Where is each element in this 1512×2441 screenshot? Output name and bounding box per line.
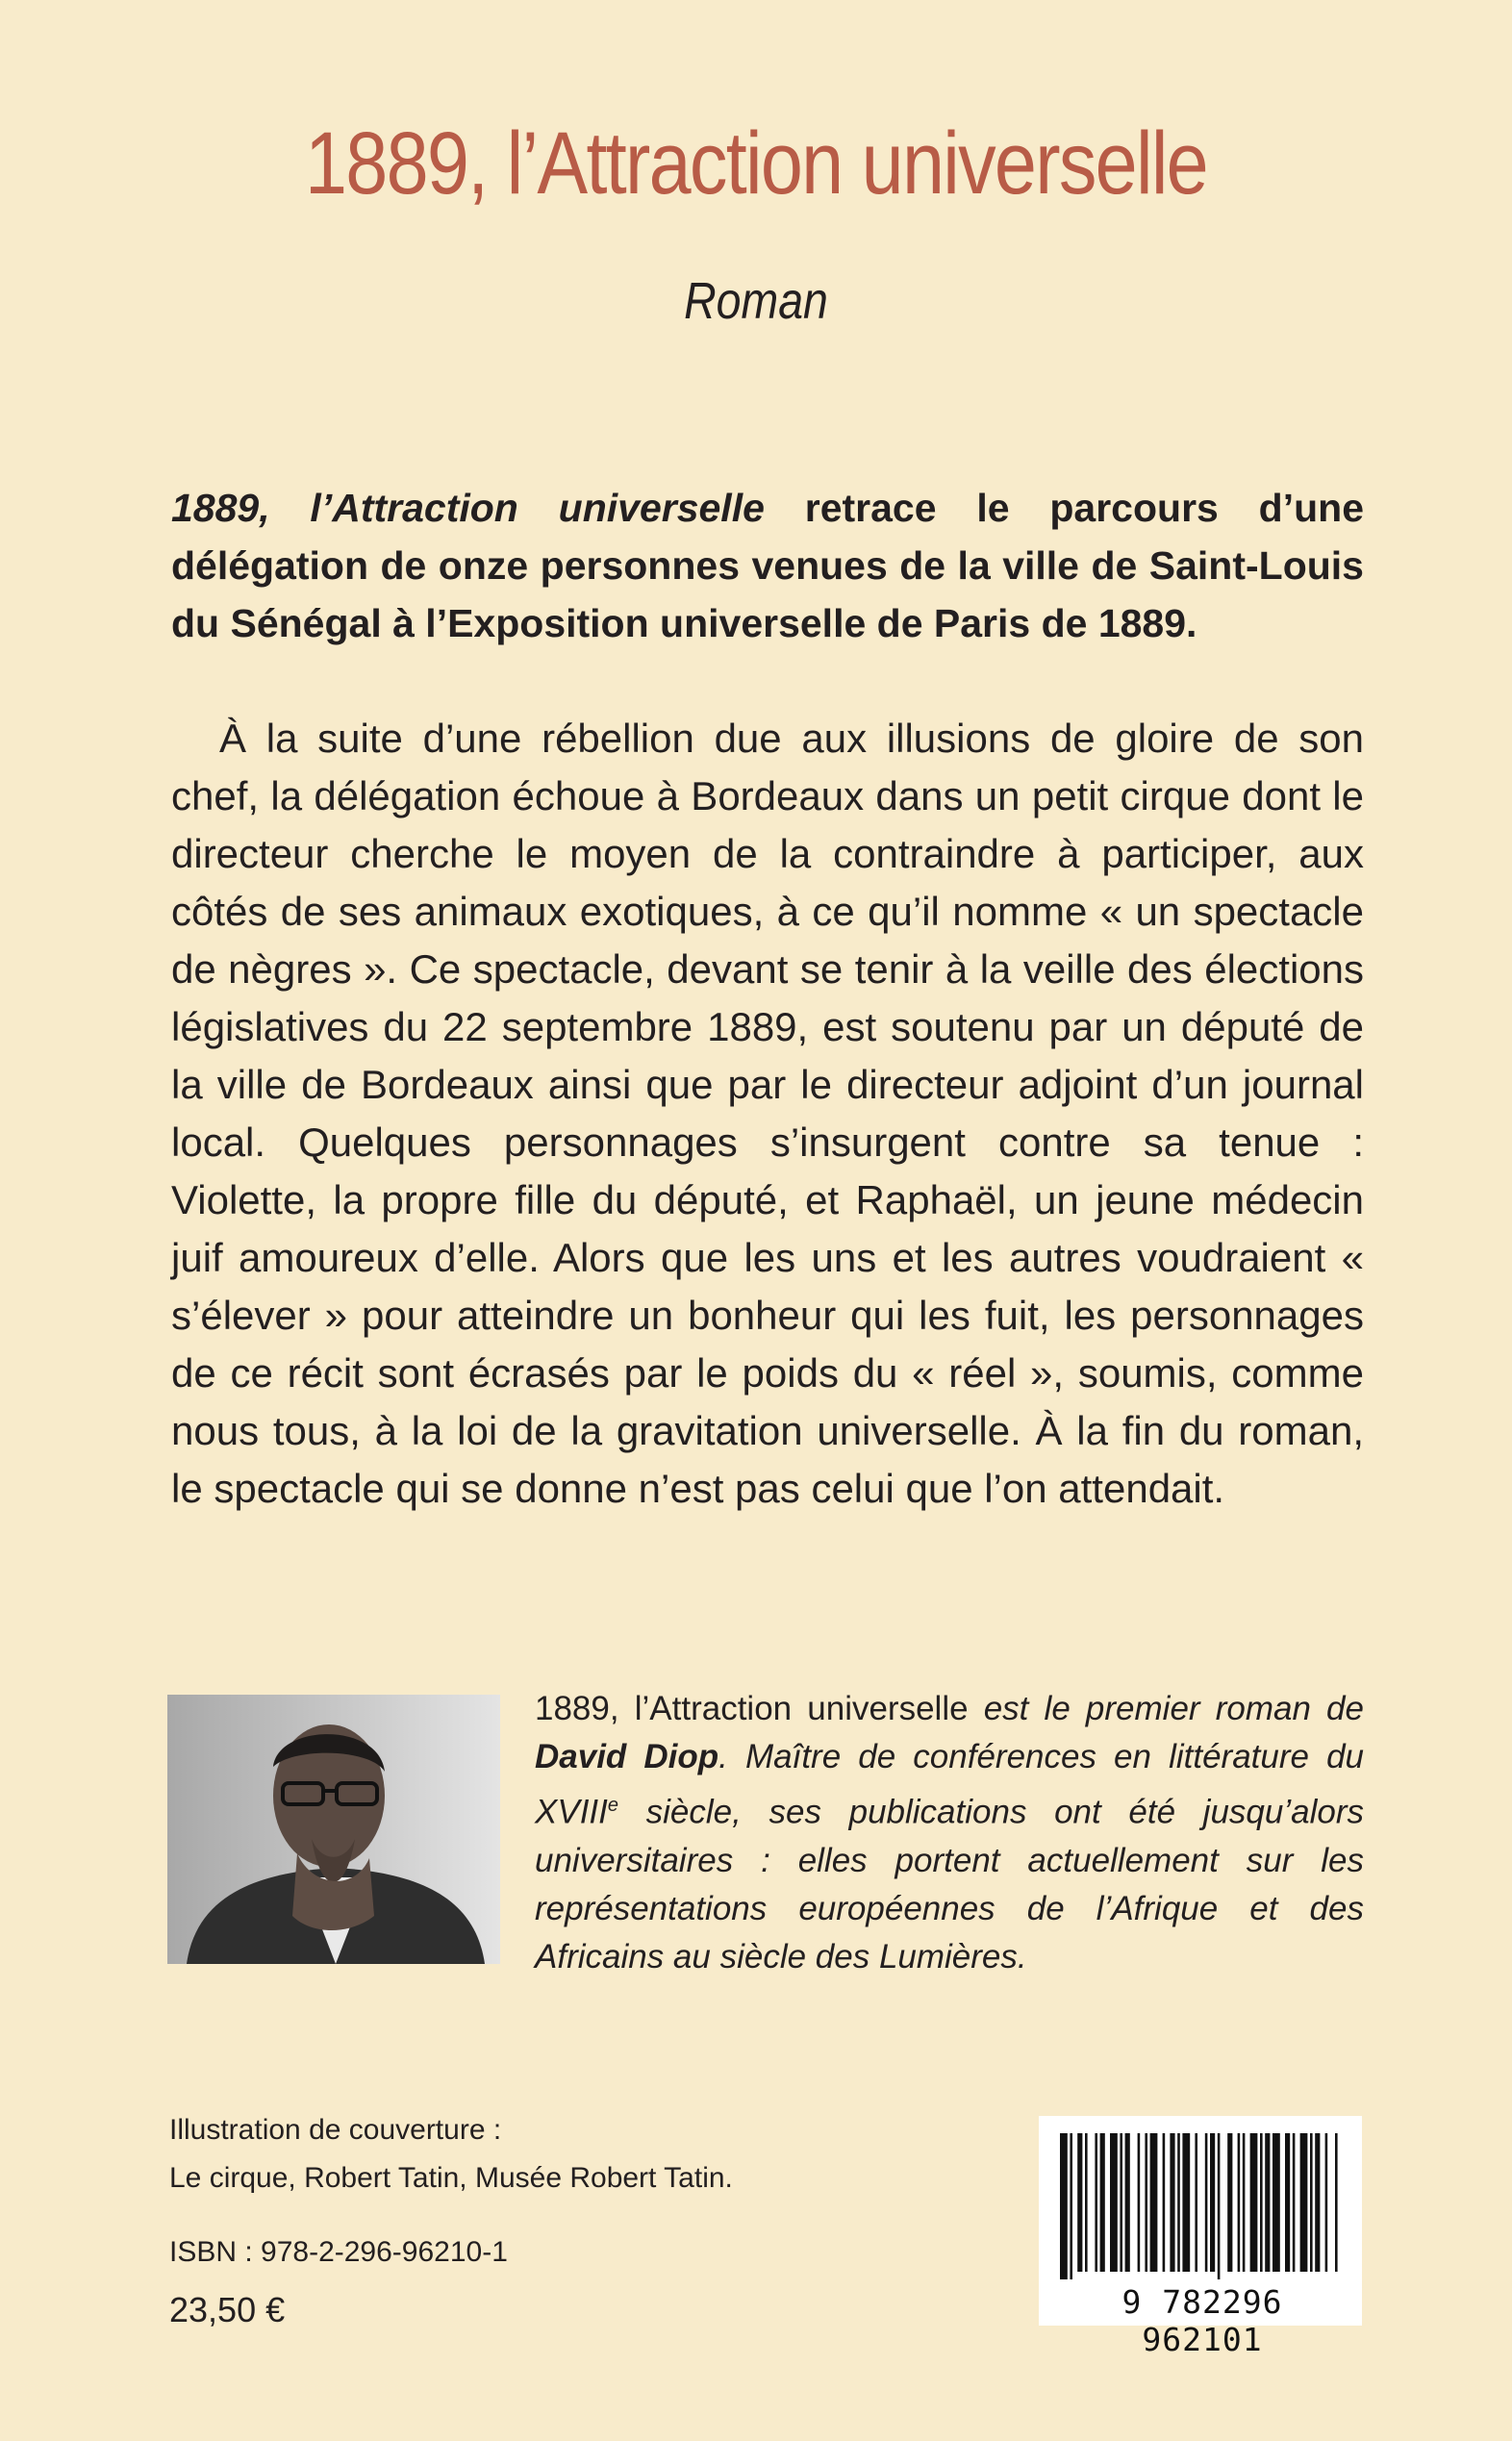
barcode-bar <box>1285 2133 1290 2272</box>
barcode-bar <box>1125 2133 1130 2272</box>
barcode-bar <box>1095 2133 1097 2272</box>
barcode-bar <box>1120 2133 1122 2272</box>
barcode-bar <box>1110 2133 1118 2272</box>
bio-text-3: siècle, ses publications ont été jusqu’alors universitaires : elles portent actuellement sur les représentations européennes de l’Afrique et des Africains au siècle des Lumières. <box>535 1793 1364 1975</box>
bio-book-title: 1889, l’Attraction universelle <box>535 1690 969 1727</box>
barcode-bar <box>1250 2133 1258 2272</box>
barcode-bar <box>1085 2133 1088 2272</box>
credits-label: Illustration de couverture : <box>169 2114 502 2146</box>
barcode-bar <box>1163 2133 1166 2272</box>
book-title: 1889, l’Attraction universelle <box>305 114 1207 213</box>
barcode-bar <box>1300 2133 1308 2272</box>
intro-book-title: 1889, l’Attraction universelle <box>171 486 765 530</box>
barcode-bar <box>1310 2133 1313 2272</box>
price: 23,50 € <box>169 2290 286 2329</box>
barcode-bar <box>1205 2133 1208 2272</box>
barcode-bar <box>1218 2133 1221 2279</box>
barcode-bar <box>1325 2133 1328 2272</box>
isbn: ISBN : 978-2-296-96210-1 <box>169 2236 508 2268</box>
cover-credits <box>169 2106 733 2202</box>
author-name: David Diop <box>535 1738 719 1775</box>
bio-text-2: . Maître de conférences en littérature du XVIII <box>535 1738 1364 1831</box>
barcode-bar <box>1293 2133 1296 2272</box>
barcode-bars <box>1060 2133 1341 2279</box>
barcode-bar <box>1273 2133 1280 2272</box>
summary-paragraph: À la suite d’une rébellion due aux illusions de gloire de son chef, la délégation échoue à Bordeaux dans un petit cirque dont le directeur cherche le moyen de la contraindre à participer, aux côtés de ses animaux exotiques, à ce qu’il nomme « un spectacle de nègres ». Ce spectacle, devant se tenir à la veille des élections législatives du 22 septembre 1889, est soutenu par un député de la ville de Bordeaux ainsi que par le directeur adjoint d’un journal local. Quelques personnages s’insurgent contre sa tenue : Violette, la propre fille du député, et Raphaël, un jeune médecin juif amoureux d’elle. Alors que les uns et les autres voudraient « s’élever » pour atteindre un bonheur qui les fuit, les personnages de ce récit sont écrasés par le poids du « réel », soumis, comme nous tous, à la loi de la gravitation universelle. À la fin du roman, le spectacle qui se donne n’est pas celui que l’on attendait. <box>171 716 1364 1511</box>
barcode-bar <box>1170 2133 1174 2272</box>
summary-block <box>171 710 1364 1518</box>
bio-century-superscript: e <box>607 1795 618 1816</box>
intro-text: retrace le parcours d’une délégation de onze personnes venues de la ville de Saint-Louis du Sénégal à l’Exposition universelle de Paris de 1889. <box>171 486 1364 645</box>
bio-text-1: est le premier roman de <box>968 1690 1364 1727</box>
author-bio <box>535 1685 1364 1981</box>
barcode-bar <box>1210 2133 1215 2272</box>
author-photo-image <box>167 1695 500 1964</box>
barcode-bar <box>1177 2133 1180 2272</box>
barcode-bar <box>1238 2133 1241 2272</box>
author-portrait <box>167 1695 500 1964</box>
barcode-bar <box>1195 2133 1197 2272</box>
barcode-bar <box>1100 2133 1105 2272</box>
barcode-bar <box>1070 2133 1072 2279</box>
barcode-bar <box>1077 2133 1082 2272</box>
barcode-bar <box>1227 2133 1232 2272</box>
barcode-bar <box>1335 2133 1338 2272</box>
intro-paragraph <box>171 479 1364 652</box>
barcode-digits: 9 782296 962101 <box>1121 2283 1283 2358</box>
barcode-bar <box>1138 2133 1141 2272</box>
barcode-bar <box>1315 2133 1320 2272</box>
barcode-bar <box>1182 2133 1190 2272</box>
barcode-bar <box>1145 2133 1147 2272</box>
credits-text: Le cirque, Robert Tatin, Musée Robert Tatin. <box>169 2162 733 2194</box>
barcode-bar <box>1265 2133 1270 2272</box>
barcode-bar <box>1060 2133 1068 2279</box>
barcode-bar <box>1243 2133 1246 2272</box>
genre-subtitle: Roman <box>684 272 828 330</box>
barcode <box>1039 2116 1362 2358</box>
barcode-bar <box>1150 2133 1158 2272</box>
barcode-bar <box>1260 2133 1263 2272</box>
